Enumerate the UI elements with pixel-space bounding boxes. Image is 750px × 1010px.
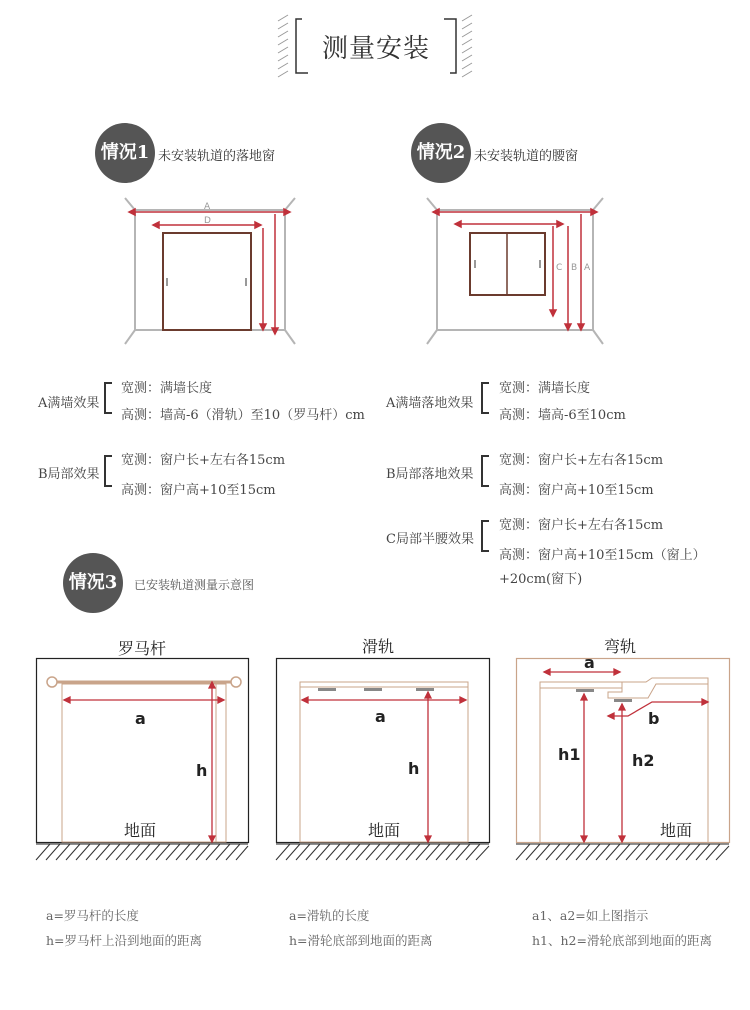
- case2-c-height: 高测：窗户高+10至15cm（窗上）: [499, 548, 706, 563]
- panel3-a-label: a: [584, 653, 595, 672]
- case2-dim-C: C: [556, 263, 563, 273]
- case2-desc: 未安装轨道的腰窗: [474, 149, 579, 164]
- case1-a-height: 高测：墙高-6（滑轨）至10（罗马杆）cm: [121, 408, 365, 423]
- case2-a-label: A满墙落地效果: [386, 396, 474, 411]
- panel2-slide-track-diagram: [276, 658, 496, 868]
- bracket: [481, 382, 489, 414]
- panel1-roman-rod-diagram: [36, 658, 256, 868]
- panel1-note-h: h=罗马杆上沿到地面的距离: [46, 933, 203, 948]
- case1-desc: 未安装轨道的落地窗: [158, 149, 276, 164]
- title-hatch-right: [462, 15, 474, 77]
- page-title: 测量安装: [321, 34, 430, 64]
- case3-desc: 已安装轨道测量示意图: [134, 578, 255, 592]
- case2-badge: 情况2: [411, 123, 471, 183]
- panel3-caption: 弯轨: [604, 637, 637, 656]
- bracket: [104, 382, 112, 414]
- case2-dim-A: A: [584, 263, 591, 273]
- bracket: [481, 520, 489, 552]
- panel3-note-h: h1、h2=滑轮底部到地面的距离: [532, 933, 712, 948]
- case2-a-height: 高测：墙高-6至10cm: [499, 408, 626, 423]
- panel3-note-a: a1、a2=如上图指示: [532, 908, 649, 923]
- panel2-floor-label: 地面: [368, 821, 401, 840]
- panel2-note-h: h=滑轮底部到地面的距离: [289, 933, 433, 948]
- case1-dim-D: D: [204, 216, 211, 226]
- panel3-h1-label: h1: [558, 745, 581, 764]
- panel1-note-a: a=罗马杆的长度: [46, 908, 139, 923]
- case2-a-width: 宽测：满墙长度: [499, 381, 591, 396]
- panel3-b-label: b: [648, 709, 660, 728]
- panel1-caption: 罗马杆: [118, 639, 167, 658]
- case2-dim-B: B: [571, 263, 578, 273]
- panel3-h2-label: h2: [632, 751, 655, 770]
- panel1-floor-label: 地面: [124, 821, 157, 840]
- case2-room-diagram: [425, 198, 625, 348]
- case1-dim-A: A: [204, 202, 211, 212]
- case1-badge: 情况1: [95, 123, 155, 183]
- panel1-a-label: a: [135, 709, 146, 728]
- bracket: [104, 455, 112, 487]
- title-hatch-left: [278, 15, 290, 77]
- case2-b-width: 宽测：窗户长+左右各15cm: [499, 453, 664, 468]
- panel3-curved-track-diagram: [516, 653, 736, 868]
- panel2-note-a: a=滑轨的长度: [289, 908, 370, 923]
- panel2-a-label: a: [375, 707, 386, 726]
- panel2-h-label: h: [408, 759, 420, 778]
- bracket: [481, 455, 489, 487]
- case1-room-diagram: [115, 198, 315, 348]
- case3-badge: 情况3: [63, 553, 123, 613]
- case1-a-label: A满墙效果: [38, 396, 100, 411]
- panel3-floor-label: 地面: [660, 821, 693, 840]
- case2-c-height2: +20cm(窗下): [499, 572, 583, 587]
- case2-c-label: C局部半腰效果: [386, 532, 474, 547]
- panel1-h-label: h: [196, 761, 208, 780]
- case2-b-label: B局部落地效果: [386, 467, 474, 482]
- floor-hatch: [276, 844, 489, 860]
- case2-b-height: 高测：窗户高+10至15cm: [499, 483, 654, 498]
- case1-b-width: 宽测：窗户长+左右各15cm: [121, 453, 286, 468]
- case1-b-height: 高测：窗户高+10至15cm: [121, 483, 276, 498]
- floor-hatch: [516, 844, 729, 860]
- panel2-caption: 滑轨: [362, 637, 395, 656]
- floor-hatch: [36, 844, 248, 860]
- case1-b-label: B局部效果: [38, 467, 100, 482]
- case2-c-width: 宽测：窗户长+左右各15cm: [499, 518, 664, 533]
- case1-a-width: 宽测：满墙长度: [121, 381, 213, 396]
